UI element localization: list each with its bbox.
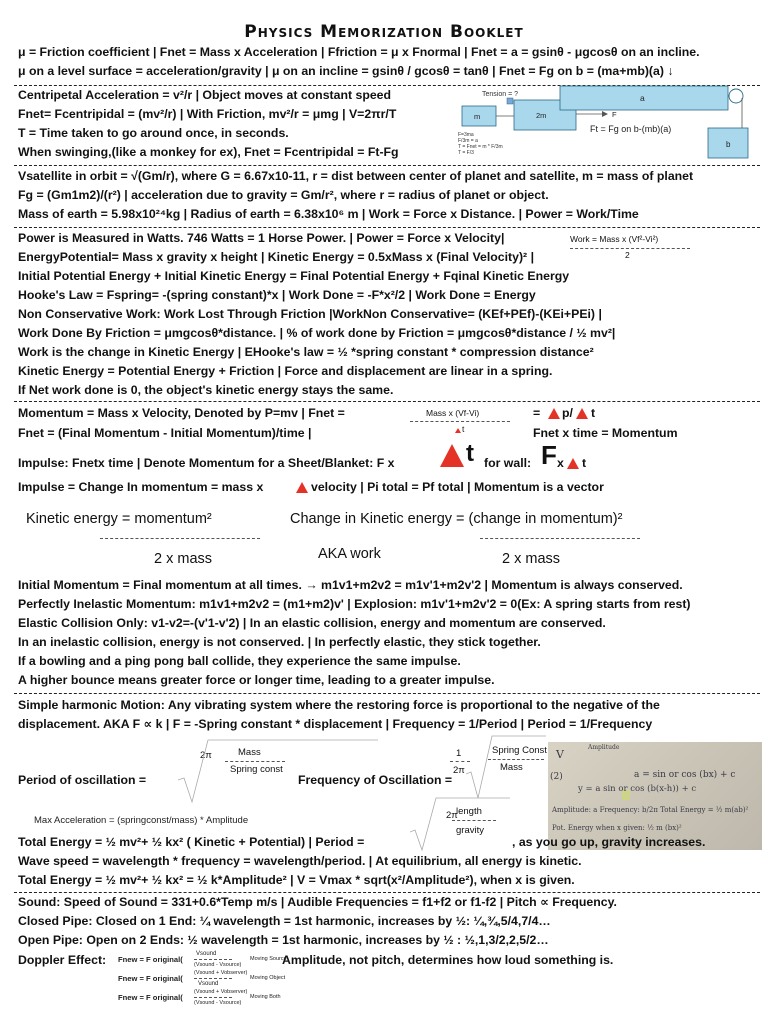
power-watts-line: Power is Measured in Watts. 746 Watts = 1 Horse Power. | Power = Force x Velocity| xyxy=(18,231,505,245)
elastic-collision-line: Elastic Collision Only: v1-v2=-(v'1-v'2) | In an elastic collision, energy and momentum are conserved. xyxy=(18,616,606,630)
svg-text:a: a xyxy=(640,93,645,103)
frequency-oscillation-label: Frequency of Oscillation = xyxy=(298,773,453,787)
svg-text:T = F/3: T = F/3 xyxy=(458,150,474,156)
period-definition-line: T = Time taken to go around once, in seconds. xyxy=(18,126,289,140)
divider xyxy=(14,693,760,694)
divider xyxy=(14,227,760,228)
earth-constants-line: Mass of earth = 5.98x10²⁴kg | Radius of earth = 6.38x10⁶ m | Work = Force x Distance. | Power = Work/Time xyxy=(18,207,639,221)
change-ke-label: Change in Kinetic energy = (change in momentum)² xyxy=(290,511,623,527)
friction-line: μ = Friction coefficient | Fnet = Mass x Acceleration | Ffriction = μ x Fnormal | Fnet = a = gsinθ - μgcosθ on an incline. xyxy=(18,45,700,59)
delta-icon xyxy=(455,428,461,433)
svg-text:m: m xyxy=(474,112,481,121)
svg-text:F: F xyxy=(612,110,617,119)
doppler-observer-formula: Fnew = F original( xyxy=(118,974,183,983)
wave-speed-line: Wave speed = wavelength * frequency = wavelength/period. | At equilibrium, all energy is kinetic. xyxy=(18,854,582,868)
page-title: Physics Memorization Booklet xyxy=(244,22,524,42)
bowling-ball-line: If a bowling and a ping pong ball collide, they experience the same impulse. xyxy=(18,654,461,668)
fraction-bar xyxy=(194,978,232,979)
fraction-bar xyxy=(570,248,690,249)
divider xyxy=(14,401,760,402)
swinging-line: When swinging,(like a monkey for ex), Fnet = Fcentripidal = Ft-Fg xyxy=(18,145,399,159)
momentum-fraction-bottom: t xyxy=(462,424,465,434)
total-energy-amplitude-line: Total Energy = ½ mv²+ ½ kx² = ½ k*Amplitude² | V = Vmax * sqrt(x²/Amplitude²), when x is given. xyxy=(18,873,575,887)
work-fraction-top: Work = Mass x (Vf²-Vi²) xyxy=(570,234,659,244)
incline-line: μ on a level surface = acceleration/gravity | μ on an incline = gsinθ / gcosθ = tanθ | Fnet = Fg on b = (ma+mb)(a) ↓ xyxy=(18,64,674,78)
delta-icon xyxy=(567,458,579,469)
inelastic-momentum-line: Perfectly Inelastic Momentum: m1v1+m2v2 = (m1+m2)v' | Explosion: m1v'1+m2v'2 = 0(Ex: A spring starts from rest) xyxy=(18,597,691,611)
handwritten-notes-photo: V Amplitude a = sin or cos (bx) + c (2) y = a sin or cos (b(x-h)) + c Amplitude: a Frequency: b/2π Total Energy = ½ m(ab)² Pot. Energy when x given: ½ m (bx)² xyxy=(548,742,762,850)
bounce-line: A higher bounce means greater force or longer time, leading to a greater impulse. xyxy=(18,673,495,687)
delta-icon xyxy=(440,444,464,467)
svg-text:b: b xyxy=(726,140,731,149)
impulse-change-line: Impulse = Change In momentum = mass x xyxy=(18,480,264,494)
impulse-sheet-line: Impulse: Fnetx time | Denote Momentum for a Sheet/Blanket: F x xyxy=(18,456,395,470)
fraction-bar xyxy=(410,421,510,422)
net-force-momentum-line: Fnet = (Final Momentum - Initial Momentum)/time | xyxy=(18,426,312,440)
kinetic-potential-line: Kinetic Energy = Potential Energy + Friction | Force and displacement are linear in a spring. xyxy=(18,364,553,378)
delta-icon xyxy=(296,482,308,493)
divider xyxy=(14,165,760,166)
centripetal-line: Centripetal Acceleration = v²/r | Object moves at constant speed xyxy=(18,88,392,102)
open-pipe-line: Open Pipe: Open on 2 Ends: ½ wavelength = 1st harmonic, increases by ½ : ½,1,3/2,2,5/2… xyxy=(18,933,549,947)
work-fraction-bottom: 2 xyxy=(625,250,630,260)
svg-text:T = Fnet = m * F/3m: T = Fnet = m * F/3m xyxy=(458,144,503,150)
inelastic-collision-line: In an inelastic collision, energy is not conserved. | In perfectly elastic, they stick together. xyxy=(18,635,541,649)
svg-text:F=3ma: F=3ma xyxy=(458,132,474,138)
tension-label: Tension = ? xyxy=(482,91,518,98)
centripidal-force-line: Fnet= Fcentripidal = (mv²/r) | With Friction, mv²/r = μmg | V=2πr/T xyxy=(18,107,397,121)
impulse-momentum-line: Fnet x time = Momentum xyxy=(533,426,678,440)
friction-work-line: Work Done By Friction = μmgcosθ*distance. | % of work done by Friction = μmgcosθ*distance / ½ mv²| xyxy=(18,326,616,340)
fraction-bar xyxy=(100,538,260,539)
delta-icon xyxy=(576,408,588,419)
shm-displacement-line: displacement. AKA F ∝ k | F = -Spring constant * displacement | Frequency = 1/Period | Period = 1/Frequency xyxy=(18,717,653,731)
doppler-both-formula: Fnew = F original( xyxy=(118,993,183,1002)
amplitude-loudness-line: Amplitude, not pitch, determines how loud something is. xyxy=(282,953,614,967)
satellite-velocity-line: Vsatellite in orbit = √(Gm/r), where G = 6.67x10-11, r = dist between center of planet and satellite, m = mass of planet xyxy=(18,169,694,183)
fraction-bar xyxy=(194,959,232,960)
aka-work-label: AKA work xyxy=(318,546,381,562)
potential-energy-line: EnergyPotential= Mass x gravity x height | Kinetic Energy = 0.5xMass x (Final Velocity)² | xyxy=(18,250,535,264)
total-energy-period-line: Total Energy = ½ mv²+ ½ kx² ( Kinetic + Potential) | Period = xyxy=(18,835,365,849)
ke-momentum-label: Kinetic energy = momentum² xyxy=(26,511,212,527)
pulley-diagram xyxy=(452,84,752,166)
gravity-force-line: Fg = (Gm1m2)/(r²) | acceleration due to gravity = Gm/r², where r = radius of planet or object. xyxy=(18,188,549,202)
max-acceleration-label: Max Acceleration = (springconst/mass) * Amplitude xyxy=(34,815,249,826)
fraction-bar xyxy=(480,538,640,539)
net-work-line: If Net work done is 0, the object's kinetic energy stays the same. xyxy=(18,383,394,397)
hooke-energy-line: Work is the change in Kinetic Energy | EHooke's law = ½ *spring constant * compression distance² xyxy=(18,345,594,359)
doppler-source-formula: Fnew = F original( xyxy=(118,955,183,964)
momentum-definition-line: Momentum = Mass x Velocity, Denoted by P=mv | Fnet = xyxy=(18,406,345,420)
svg-text:2m: 2m xyxy=(536,111,547,120)
closed-pipe-line: Closed Pipe: Closed on 1 End: ¼ wavelength = 1st harmonic, increases by ½: ¼,¾,5/4,7/4… xyxy=(18,914,551,928)
sound-speed-line: Sound: Speed of Sound = 331+0.6*Temp m/s | Audible Frequencies = f1+f2 or f1-f2 | Pitch ∝ Frequency. xyxy=(18,895,617,909)
fraction-bar xyxy=(225,761,285,762)
momentum-fraction-top: Mass x (Vf-Vi) xyxy=(426,408,480,418)
energy-conservation-line: Initial Potential Energy + Initial Kinetic Energy = Final Potential Energy + Fqinal Kinetic Energy xyxy=(18,269,570,283)
svg-text:F/3m = a: F/3m = a xyxy=(458,138,478,144)
shm-definition-line: Simple harmonic Motion: Any vibrating system where the restoring force is proportional to the negative of the xyxy=(18,698,660,712)
delta-icon xyxy=(548,408,560,419)
fraction-bar xyxy=(452,820,496,821)
period-oscillation-label: Period of oscillation = xyxy=(18,773,147,787)
force-equation: Ft = Fg on b-(mb)(a) xyxy=(590,124,672,134)
fraction-bar xyxy=(488,759,544,760)
hookes-law-line: Hooke's Law = Fspring= -(spring constant)*x | Work Done = -F*x²/2 | Work Done = Energy xyxy=(18,288,536,302)
pendulum-sqrt xyxy=(410,796,510,852)
doppler-label: Doppler Effect: xyxy=(18,953,107,967)
fraction-bar xyxy=(194,997,232,998)
non-conservative-work-line: Non Conservative Work: Work Lost Through Friction |WorkNon Conservative= (KEf+PEf)-(KEi+PEi) | xyxy=(18,307,602,321)
momentum-conservation-line: Initial Momentum = Final momentum at all times. → m1v1+m2v2 = m1v'1+m2v'2 | Momentum is always conserved. xyxy=(18,578,683,592)
